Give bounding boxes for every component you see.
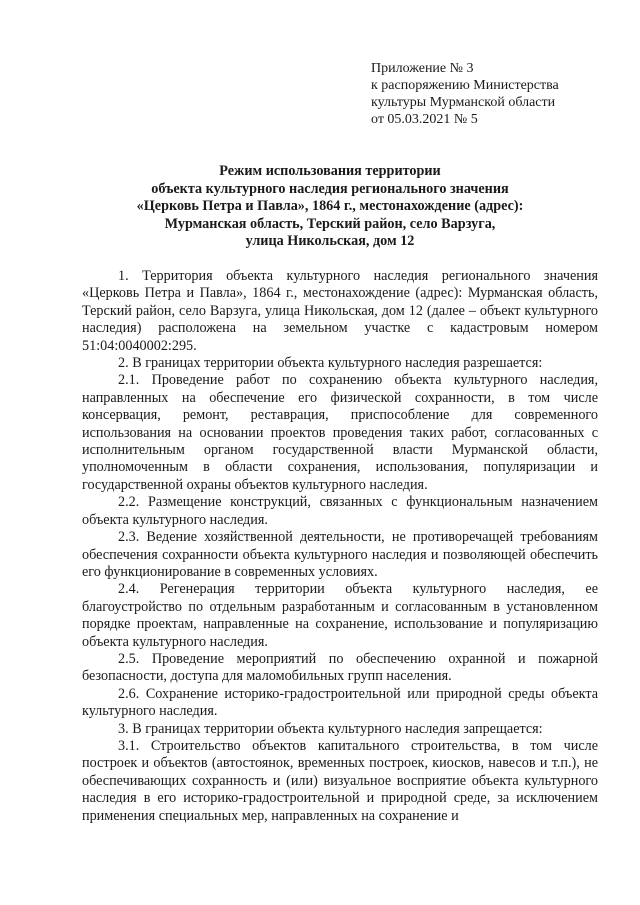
annex-ministry: культуры Мурманской области: [371, 95, 556, 110]
annex-header: [371, 60, 621, 128]
annex-order-ref: к распоряжению Министерства: [371, 78, 559, 93]
paragraph-2-6: 2.6. Сохранение историко-градостроительной или природной среды объекта культурного наследия.: [82, 685, 598, 720]
annex-number: Приложение № 3: [371, 61, 474, 76]
paragraph-3-1: 3.1. Строительство объектов капитального строительства, в том числе построек и объектов (автостоянок, временных построек, киосков, навесов и т.п.), не обеспечивающих сохранность и (или) визуальное восприятие объекта культурного наследия в его историко-градостроительной и природной среде, за исключением применения специальных мер, направленных на сохранение и: [82, 737, 598, 824]
title-line-1: Режим использования территории: [219, 163, 441, 179]
document-body: [82, 268, 598, 825]
title-line-4: Мурманская область, Терский район, село Варзуга,: [164, 215, 496, 232]
paragraph-2: 2. В границах территории объекта культурного наследия разрешается:: [118, 355, 543, 372]
paragraph-3: 3. В границах территории объекта культурного наследия запрещается:: [118, 720, 543, 737]
paragraph-2-1: 2.1. Проведение работ по сохранению объекта культурного наследия, направленных на обеспечение его физической сохранности, в том числе консервация, ремонт, реставрация, приспособление для современного использования на основании проектов проведения таких работ, согласованных с исполнительным органом государственной власти Мурманской области, уполномоченным в области сохранения, использования, популяризации и государственной охраны объектов культурного наследия.: [82, 372, 598, 493]
title-line-3: «Церковь Петра и Павла», 1864 г., местонахождение (адрес):: [136, 198, 524, 215]
title-line-5: улица Никольская, дом 12: [245, 233, 415, 250]
paragraph-2-5: 2.5. Проведение мероприятий по обеспечению охранной и пожарной безопасности, доступа для маломобильных групп населения.: [82, 650, 598, 685]
paragraph-2-3: 2.3. Ведение хозяйственной деятельности, не противоречащей требованиям обеспечения сохранности объекта культурного наследия и позволяющей обеспечить его функционирование в современных условиях.: [82, 529, 598, 580]
paragraph-2-2: 2.2. Размещение конструкций, связанных с функциональным назначением объекта культурного наследия.: [82, 494, 598, 528]
title-line-2: объекта культурного наследия регионального значения: [151, 180, 509, 197]
document-title: [60, 163, 600, 251]
annex-date: от 05.03.2021 № 5: [371, 112, 478, 127]
paragraph-2-4: 2.4. Регенерация территории объекта культурного наследия, ее благоустройство по отдельным разработанным и согласованным в установленном порядке проектам, направленные на сохранение, использование и популяризацию объекта культурного наследия.: [82, 581, 598, 650]
paragraph-1: 1. Территория объекта культурного наследия регионального значения «Церковь Петра и Павла», 1864 г., местонахождение (адрес): Мурманская область, Терский район, село Варзуга, улица Никольская, дом 12 (далее – объект культурного наследия) расположена на земельном участке с кадастровым номером 51:04:0040002:295.: [82, 268, 598, 354]
